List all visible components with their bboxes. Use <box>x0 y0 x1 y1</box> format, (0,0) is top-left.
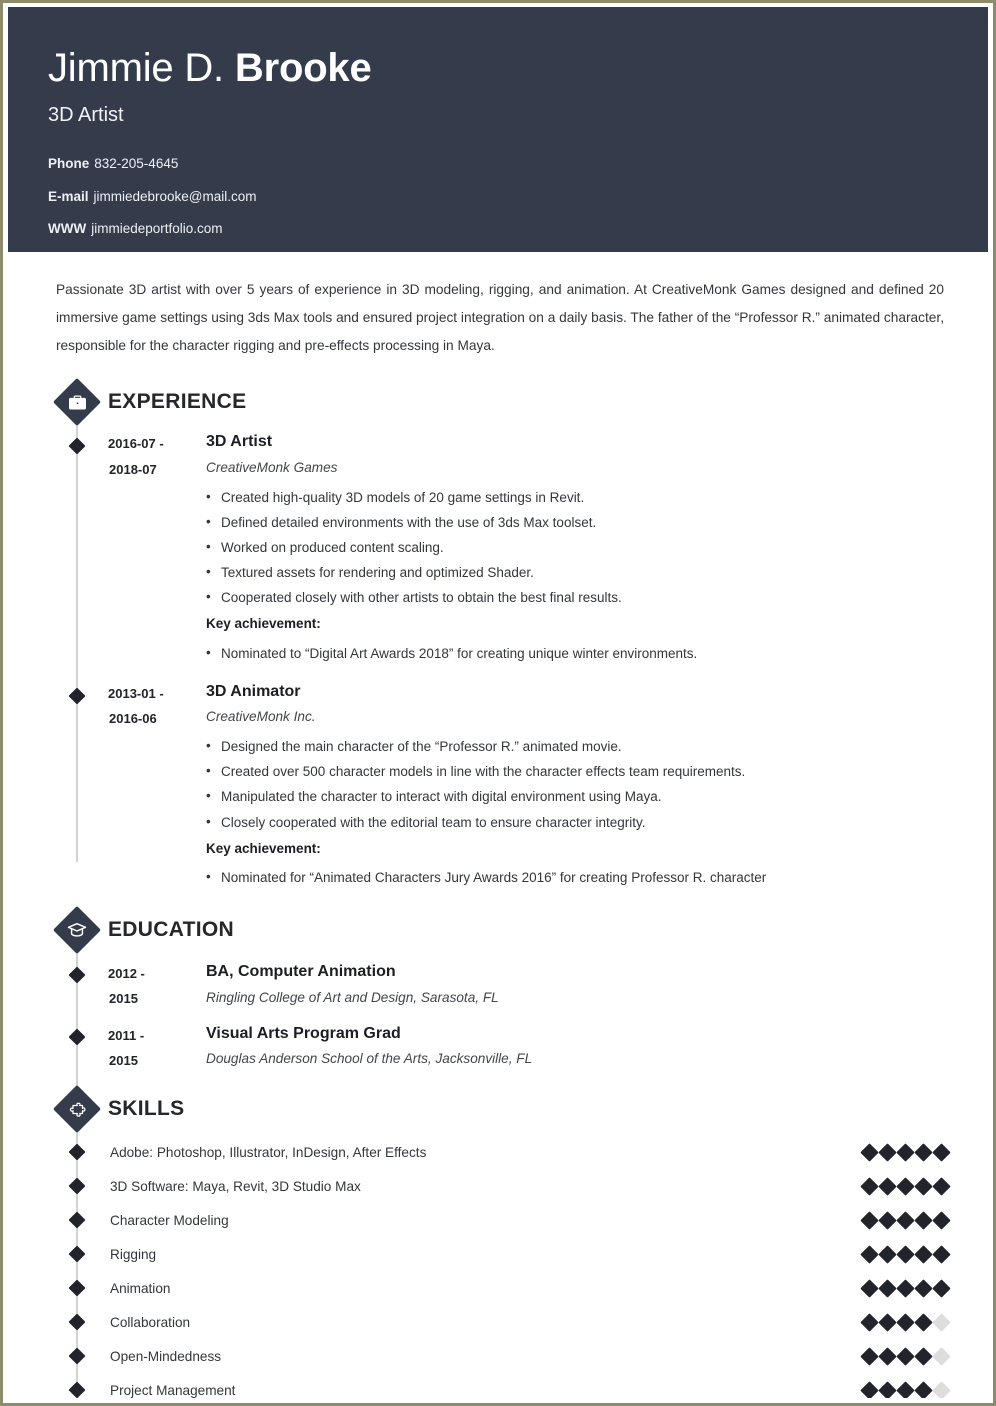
entry-body <box>206 1022 988 1074</box>
education-degree: Visual Arts Program Grad <box>206 1024 401 1042</box>
summary-paragraph: Passionate 3D artist with over 5 years of experience in 3D modeling, rigging, and animation. At CreativeMonk Games designed and defined 20 immersive game settings using 3ds Max tools and ensured project integration on a daily basis. The father of the “Professor R.” animated character, responsible for the character rigging and pre-effects processing in Maya. <box>56 282 944 354</box>
experience-title: EXPERIENCE <box>108 390 247 414</box>
puzzle-piece-icon <box>53 1085 101 1133</box>
list-item: • Designed the main character of the “Professor R.” animated movie. <box>206 734 988 759</box>
entry-body <box>206 430 988 665</box>
skills-section <box>8 1085 988 1398</box>
entry-body <box>206 680 988 890</box>
skill-label: Project Management <box>110 1382 236 1398</box>
briefcase-icon <box>53 378 101 426</box>
list-item: • Manipulated the character to interact with digital environment using Maya. <box>206 784 988 809</box>
education-school: Ringling College of Art and Design, Sarasota, FL <box>206 989 499 1005</box>
contact-www <box>48 222 988 236</box>
list-item <box>8 1203 988 1237</box>
skill-rating <box>863 1214 948 1227</box>
education-degree: BA, Computer Animation <box>206 962 396 980</box>
key-achievement-list <box>206 641 988 666</box>
skill-label: Character Modeling <box>110 1212 229 1228</box>
contact-email <box>48 190 988 204</box>
timeline-node-icon <box>68 1177 86 1195</box>
last-name: Brooke <box>234 46 372 90</box>
skill-rating <box>863 1248 948 1261</box>
entry-body <box>206 960 988 1012</box>
list-item: • Defined detailed environments with the use of 3ds Max toolset. <box>206 510 988 535</box>
skill-label: Animation <box>110 1280 171 1296</box>
experience-section <box>8 378 988 890</box>
entry-date-range <box>108 960 206 1012</box>
first-name: Jimmie D. <box>48 46 224 90</box>
skills-list <box>8 1135 988 1398</box>
timeline-node-icon <box>68 1245 86 1263</box>
entry-date-to: 2018-07 <box>109 461 157 477</box>
education-entry <box>8 1022 988 1074</box>
entry-role: 3D Animator <box>206 682 301 700</box>
contact-email-label: E-mail <box>48 188 89 204</box>
list-item: • Textured assets for rendering and optimized Shader. <box>206 560 988 585</box>
entry-date-from: 2012 - <box>108 965 145 981</box>
education-section <box>8 906 988 1073</box>
entry-date-to: 2016-06 <box>109 710 157 726</box>
resume-inner <box>8 7 988 1398</box>
timeline-node-icon <box>68 1279 86 1297</box>
list-item <box>8 1271 988 1305</box>
list-item: • Created high-quality 3D models of 20 game settings in Revit. <box>206 485 988 510</box>
contact-www-label: WWW <box>48 221 87 237</box>
entry-organization: CreativeMonk Games <box>206 460 338 476</box>
contact-email-value[interactable]: jimmiedebrooke@mail.com <box>93 188 257 204</box>
timeline-node-icon <box>68 1347 86 1365</box>
entry-date-range <box>108 680 206 890</box>
list-item: • Nominated to “Digital Art Awards 2018” for creating unique winter environments. <box>206 641 988 666</box>
key-achievement-label: Key achievement: <box>206 840 321 856</box>
education-header <box>8 906 988 954</box>
entry-role: 3D Artist <box>206 433 273 451</box>
entry-date-range <box>108 1022 206 1074</box>
timeline-node-icon <box>68 1028 86 1046</box>
page-title <box>48 47 988 90</box>
list-item: • Worked on produced content scaling. <box>206 535 988 560</box>
experience-entry <box>8 680 988 890</box>
entry-date-range <box>108 430 206 665</box>
entry-date-from: 2016-07 - <box>108 436 164 452</box>
skill-rating <box>863 1282 948 1295</box>
entry-date-to: 2015 <box>109 991 138 1007</box>
timeline-node-icon <box>68 1143 86 1161</box>
entry-date-from: 2013-01 - <box>108 685 164 701</box>
entry-bullet-list <box>206 485 988 611</box>
list-item: • Closely cooperated with the editorial team to ensure character integrity. <box>206 810 988 835</box>
list-item <box>8 1237 988 1271</box>
timeline-node-icon <box>68 966 86 984</box>
timeline-node-icon <box>68 437 86 455</box>
key-achievement-list <box>206 865 988 890</box>
contact-phone-value: 832-205-4645 <box>94 156 179 172</box>
education-entry <box>8 960 988 1012</box>
skill-label: Adobe: Photoshop, Illustrator, InDesign, After Effects <box>110 1144 427 1160</box>
education-school: Douglas Anderson School of the Arts, Jacksonville, FL <box>206 1051 533 1067</box>
education-title: EDUCATION <box>108 917 234 941</box>
list-item <box>8 1373 988 1398</box>
entry-date-to: 2015 <box>109 1052 138 1068</box>
resume-header <box>8 7 988 252</box>
entry-bullet-list <box>206 734 988 834</box>
skill-rating <box>863 1384 948 1397</box>
timeline-node-icon <box>68 1313 86 1331</box>
skill-label: 3D Software: Maya, Revit, 3D Studio Max <box>110 1178 361 1194</box>
job-title: 3D Artist <box>48 104 124 127</box>
timeline-node-icon <box>68 687 86 705</box>
skill-label: Collaboration <box>110 1314 191 1330</box>
skill-rating <box>863 1180 948 1193</box>
skill-label: Open-Mindedness <box>110 1348 222 1364</box>
entry-organization: CreativeMonk Inc. <box>206 709 316 725</box>
list-item <box>8 1339 988 1373</box>
skills-title: SKILLS <box>108 1097 185 1121</box>
list-item <box>8 1135 988 1169</box>
experience-entry <box>8 430 988 665</box>
graduation-cap-icon <box>53 906 101 954</box>
timeline-node-icon <box>68 1211 86 1229</box>
skill-rating <box>863 1350 948 1363</box>
list-item <box>8 1305 988 1339</box>
contact-www-value[interactable]: jimmiedeportfolio.com <box>91 221 223 237</box>
skill-rating <box>863 1146 948 1159</box>
skill-rating <box>863 1316 948 1329</box>
list-item: • Nominated for “Animated Characters Jury Awards 2016” for creating Professor R. character <box>206 865 988 890</box>
contact-phone-label: Phone <box>48 156 90 172</box>
experience-header <box>8 378 988 426</box>
timeline-node-icon <box>68 1381 86 1398</box>
list-item <box>8 1169 988 1203</box>
skills-header <box>8 1085 988 1133</box>
key-achievement-label: Key achievement: <box>206 616 321 632</box>
skill-label: Rigging <box>110 1246 157 1262</box>
contact-phone <box>48 157 988 171</box>
entry-date-from: 2011 - <box>108 1027 145 1043</box>
list-item: • Created over 500 character models in line with the character effects team requirements. <box>206 759 988 784</box>
list-item: • Cooperated closely with other artists to obtain the best final results. <box>206 585 988 610</box>
